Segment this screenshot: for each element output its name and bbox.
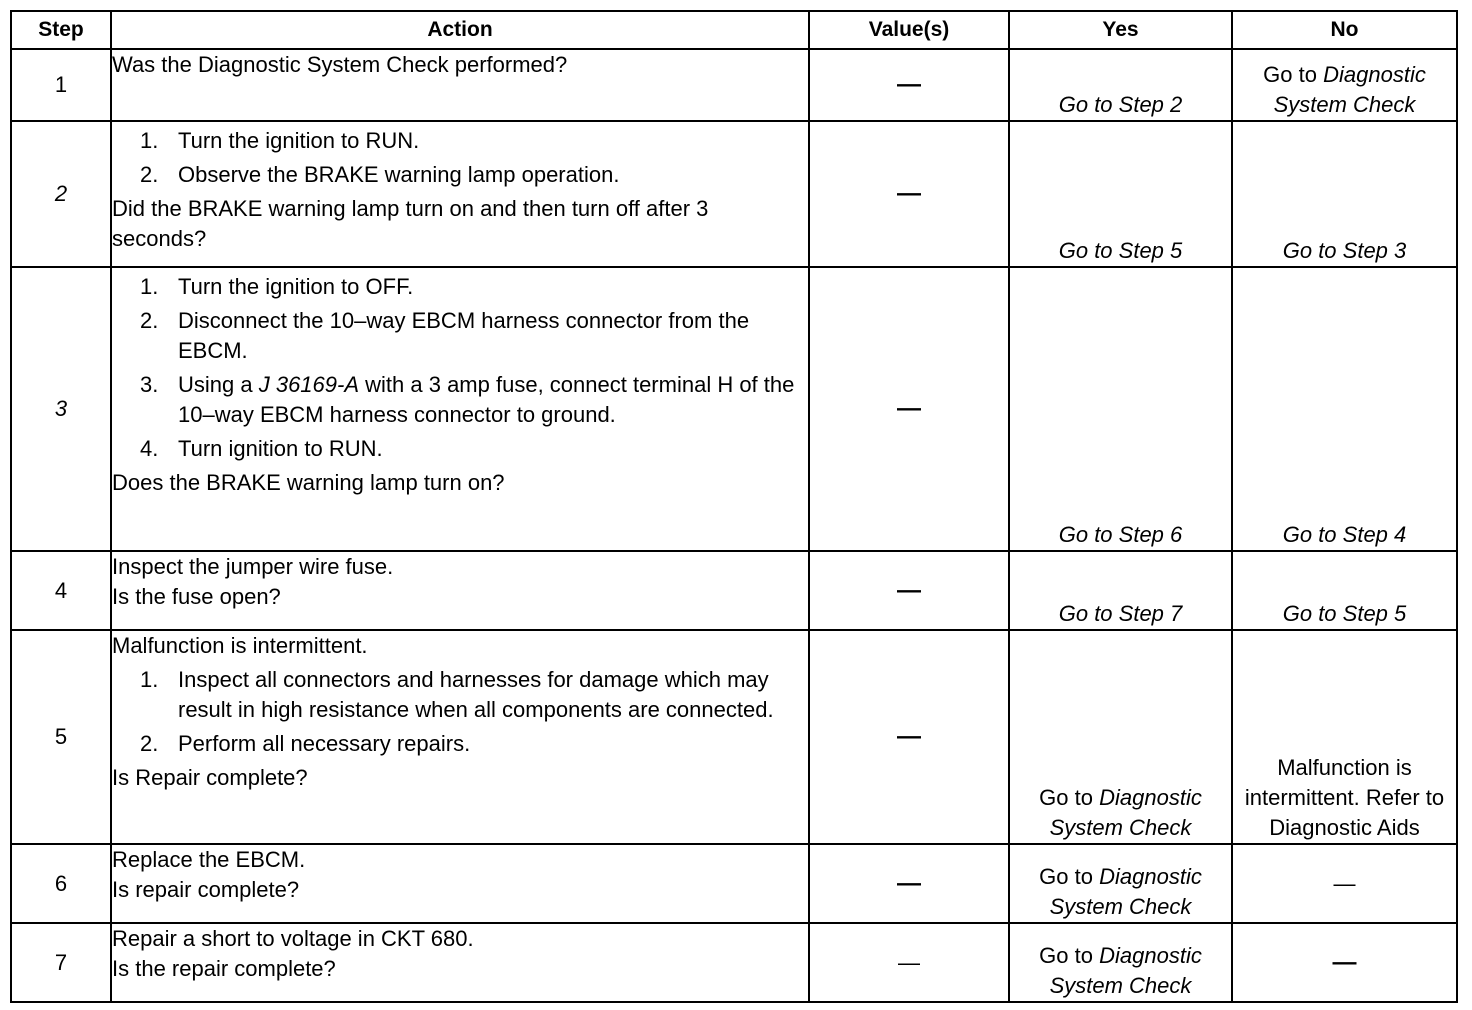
action-intro: Malfunction is intermittent. — [112, 633, 368, 658]
step-number: 5 — [11, 630, 111, 844]
action-question: Is the fuse open? — [112, 584, 281, 609]
step-number: 2 — [11, 121, 111, 267]
step-number: 6 — [11, 844, 111, 923]
table-row-step-4 — [11, 551, 1457, 630]
value-cell: — — [809, 630, 1009, 844]
yes-cell: Go to Step 7 — [1009, 551, 1232, 630]
action-cell — [111, 923, 809, 1002]
action-cell — [111, 49, 809, 121]
yes-cell: Go to Step 2 — [1009, 49, 1232, 121]
header-step: Step — [11, 11, 111, 49]
action-instruction: Replace the EBCM. — [112, 847, 306, 872]
no-cell: Go to Step 5 — [1232, 551, 1457, 630]
no-cell: — — [1232, 923, 1457, 1002]
table-row-step-7 — [11, 923, 1457, 1002]
no-cell: Go to Diagnostic System Check — [1232, 49, 1457, 121]
action-instruction: Inspect the jumper wire fuse. — [112, 554, 394, 579]
yes-cell: Go to Diagnostic System Check — [1009, 923, 1232, 1002]
action-cell: 1. Turn the ignition to OFF. 2. Disconnect the 10–way EBCM harness connector from the EBCM. 3. Using a J 36169-A with a 3 amp fuse, connect terminal H of the 10–way EBCM harness connector to ground. 4. Turn ignition to RUN. Does the BRAKE warning lamp turn on? — [111, 267, 809, 551]
action-cell: 1. Turn the ignition to RUN. 2. Observe the BRAKE warning lamp operation. Did the BRAKE warning lamp turn on and then turn off after 3 seconds? — [111, 121, 809, 267]
header-no: No — [1232, 11, 1457, 49]
value-cell: — — [809, 844, 1009, 923]
value-cell: — — [809, 551, 1009, 630]
yes-cell: Go to Diagnostic System Check — [1009, 630, 1232, 844]
action-question: Is repair complete? — [112, 877, 300, 902]
step-number: 1 — [11, 49, 111, 121]
no-cell: Go to Step 3 — [1232, 121, 1457, 267]
action-question: Is Repair complete? — [112, 765, 308, 790]
header-yes: Yes — [1009, 11, 1232, 49]
yes-cell: Go to Diagnostic System Check — [1009, 844, 1232, 923]
step-number: 7 — [11, 923, 111, 1002]
action-cell: Malfunction is intermittent. 1. Inspect all connectors and harnesses for damage which may result in high resistance when all components are connected. 2. Perform all necessary repairs. Is Repair complete? — [111, 630, 809, 844]
yes-cell: Go to Step 6 — [1009, 267, 1232, 551]
value-cell: — — [809, 267, 1009, 551]
header-action: Action — [111, 11, 809, 49]
yes-cell: Go to Step 5 — [1009, 121, 1232, 267]
action-question: Does the BRAKE warning lamp turn on? — [112, 470, 505, 495]
no-cell: Malfunction is intermittent. Refer to Diagnostic Aids — [1232, 630, 1457, 844]
table-row-step-6 — [11, 844, 1457, 923]
header-values: Value(s) — [809, 11, 1009, 49]
action-instruction: Repair a short to voltage in CKT 680. — [112, 926, 474, 951]
tool-reference: J 36169-A — [258, 372, 360, 397]
action-cell — [111, 844, 809, 923]
action-question: Is the repair complete? — [112, 956, 336, 981]
table-row-step-5 — [11, 630, 1457, 844]
action-question: Did the BRAKE warning lamp turn on and then turn off after 3 seconds? — [112, 196, 709, 251]
value-cell: — — [809, 49, 1009, 121]
step-number: 3 — [11, 267, 111, 551]
step-number: 4 — [11, 551, 111, 630]
table-row-step-3 — [11, 267, 1457, 551]
action-cell — [111, 551, 809, 630]
no-cell: Go to Step 4 — [1232, 267, 1457, 551]
no-cell: — — [1232, 844, 1457, 923]
value-cell: — — [809, 121, 1009, 267]
table-row-step-1 — [11, 49, 1457, 121]
action-question: Was the Diagnostic System Check performed? — [112, 52, 568, 77]
table-row-step-2 — [11, 121, 1457, 267]
header-row — [11, 11, 1457, 49]
diagnostic-table — [10, 10, 1458, 1003]
value-cell: — — [809, 923, 1009, 1002]
